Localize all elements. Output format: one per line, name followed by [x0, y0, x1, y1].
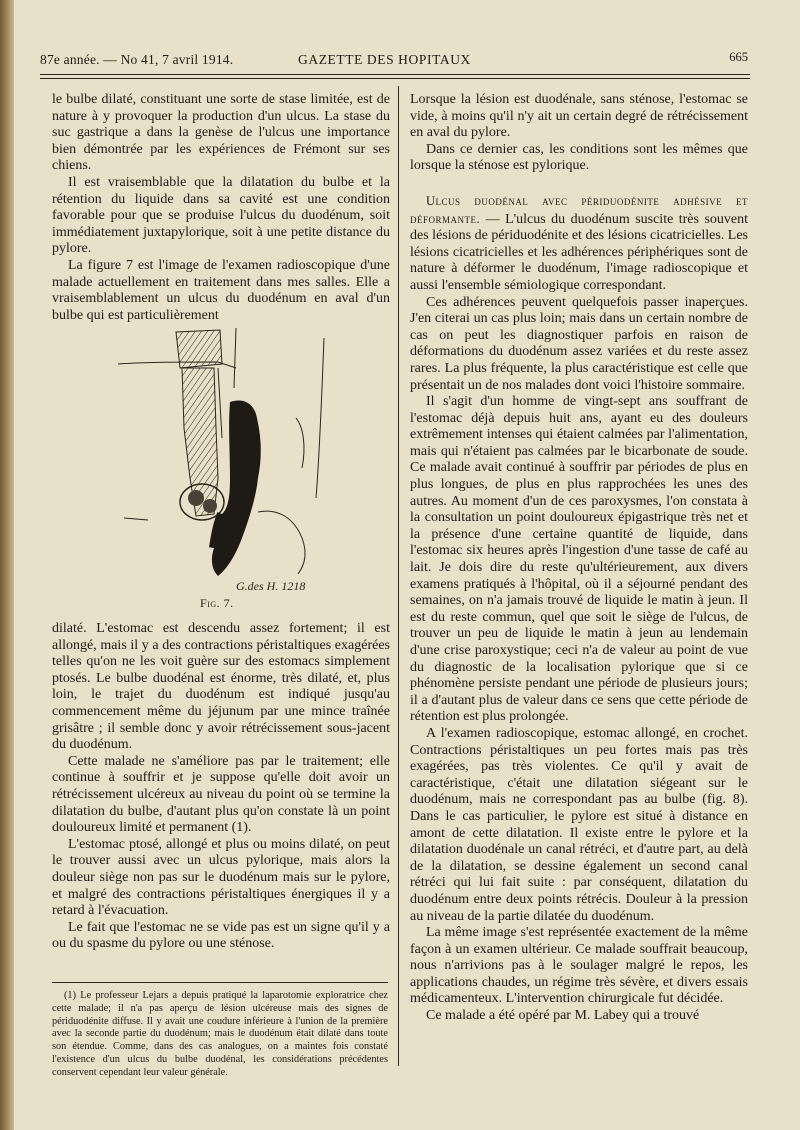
page-number: 665 [729, 50, 748, 64]
footnote-rule [52, 982, 388, 983]
paragraph: La même image s'est représentée exactement de la même façon à un examen ultérieur. Ce malade souffrait beaucoup, nous n'arrivions pas à le soulager malgré le repos, les applications chaudes, un régime très sévère, et divers essais médicamenteux. L'intervention chirurgicale fut décidée. [410, 925, 748, 1007]
paragraph: le bulbe dilaté, constituant une sorte de stase limitée, est de nature à y provoquer la production d'un ulcus. La stase du suc gastrique a dans la genèse de l'ulcus une importance bien démontrée par les expériences de Frémont sur ses chiens. [52, 92, 390, 174]
paragraph: Le fait que l'estomac ne se vide pas est un signe qu'il y a ou du spasme du pylore ou une sténose. [52, 919, 390, 952]
paragraph: dilaté. L'estomac est descendu assez fortement; il est allongé, mais il y a des contractions péristaltiques exagérées telles qu'on ne les voit guère sur des estomacs simplement ptosés. Le bulbe duodénal est énorme, très dilaté, et, plus loin, le trajet du duodénum est indiqué jusqu'au commencement même du jéjunum par une mince traînée grisâtre ; il semble donc y avoir rétrécissement sous-jacent du duodénum. [52, 621, 390, 753]
issue-info: 87e année. — No 41, 7 avril 1914. [40, 52, 234, 67]
footnote-text: (1) Le professeur Lejars a depuis pratiqué la laparotomie exploratrice chez cette malade; il n'a pas aperçu de lésion ulcéreuse mais des signes de périduodénite diffuse. Il y avait une coudure inférieure à l'union de la première avec la seconde partie du duodénum; mais le duodénum était dilaté dans toute son étendue. Comme, dans des cas analogues, on a maintes fois constaté l'existence d'un ulcus du bulbe duodénal, les considérations précédentes conservent cependant leur valeur générale. [52, 990, 388, 1078]
figure-caption: Fig. 7. [200, 596, 234, 610]
section-paragraph [410, 193, 748, 295]
paragraph: Ces adhérences peuvent quelquefois passer inaperçues. J'en citerai un cas plus loin; mais dans un certain nombre de cas on peut les diagnostiquer parfois en raison de déformations du duodénum assez variées et du reste assez rares. La plus fréquente, la plus caractéristique est celle que présentait un de nos malades dont voici l'histoire sommaire. [410, 294, 748, 393]
left-column-top [52, 92, 390, 324]
paragraph: Lorsque la lésion est duodénale, sans sténose, l'estomac se vide, à moins qu'il n'y ait un certain degré de rétrécissement en aval du pylore. [410, 92, 748, 141]
paragraph: Ce malade a été opéré par M. Labey qui a trouvé [426, 1008, 700, 1024]
paragraph: A l'examen radioscopique, estomac allongé, en crochet. Contractions péristaltiques un peu fortes mais pas très exagérées, pas très violentes. Ce qu'il y avait de caractéristique, c'était une dilatation siégeant sur le duodénum, mais ne correspondant pas au bulbe (fig. 8). Dans le cas particulier, le pylore est situé à distance en amont de cette dilatation. Il existe entre le pylore et la dilatation duodénale un canal rétréci, et d'autre part, au delà de la dilatation, se dessine également un second canal rétréci qui lui fait suite : par conséquent, dilatation du duodénum entre deux points rétrécis. Douleur à la pression au niveau de la partie dilatée du duodénum. [410, 725, 748, 924]
paragraph: Cette malade ne s'améliore pas par le traitement; elle continue à souffrir et je suppose qu'elle doit avoir un rétrécissement ulcéreux au niveau du point où se termine la dilatation du bulbe, d'autant plus qu'on constate là un point douloureux limité et permanent (1). [52, 753, 390, 836]
section-body: — L'ulcus du duodénum suscite très souvent des lésions de périduodénite et des lésions cicatricielles. Les lésions cicatricielles et les adhérences périphériques sont de nature à déformer le duodénum, l'image radioscopique et aussi l'ensemble sémiologique correspondant. [410, 211, 748, 293]
paragraph: Il est vraisemblable que la dilatation du bulbe et la rétention du liquide dans sa cavité est une condition favorable pour que se produise l'ulcus du duodénum, soit immédiatement juxtapylorique, soit à une petite distance du pylore. [52, 174, 390, 257]
paragraph: Il s'agit d'un homme de vingt-sept ans souffrant de l'estomac déjà depuis huit ans, ayant eu des douleurs extrêmement intenses qui étaient calmées par l'alimentation, mais qui n'étaient pas calmées par le bicarbonate de soude. Ce malade avait continué à souffrir par périodes de plus en plus longues, de plus en plus rapprochées les unes des autres. Au moment d'un de ces paroxysmes, l'on constata à la consultation un point douloureux épigastrique très net et la présence d'une certaine quantité de liquide, dans l'estomac six heures après l'ingestion d'une tasse de café au lait. Je dois dire du reste qu'ultérieurement, aux divers examens pratiqués à l'hôpital, où il a séjourné pendant des semaines, on n'a jamais trouvé de liquide le matin à jeun. Il est du reste commun, quel que soit le siège de l'ulcus, de trouver un peu de liquide le matin à jeun au lendemain d'une crise paroxystique; ceci n'a de valeur au point de vue du diagnostic de la localisation pylorique que si ce phénomène persiste pendant une période de plusieurs jours; il a d'autant plus de valeur dans ce sens que cette période de rétention est plus prolongée. [410, 394, 748, 725]
left-column-bottom [52, 621, 390, 953]
paragraph: La figure 7 est l'image de l'examen radioscopique d'une malade actuellement en traitement dans mes salles. Elle a vraisemblablement un ulcus du duodénum en aval d'un bulbe qui est particulièrement [52, 257, 390, 323]
right-column [410, 92, 748, 1025]
book-spine-edge [0, 0, 14, 1130]
running-header [40, 52, 752, 70]
radiograph-figure [118, 328, 338, 596]
header-rule-thin [40, 78, 750, 79]
header-rule-thick [40, 74, 750, 75]
figure-signature: G.des H. 1218 [236, 579, 306, 593]
column-divider [398, 86, 399, 1066]
section-heading: Ulcus duodénal avec périduodénite adhésive et déformante. [410, 193, 748, 226]
journal-title: GAZETTE DES HOPITAUX [298, 52, 471, 67]
radiograph-drawing [118, 328, 338, 596]
paragraph: Dans ce dernier cas, les conditions sont les mêmes que lorsque la sténose est pylorique. [410, 141, 748, 174]
footnote [52, 990, 388, 1080]
paragraph: L'estomac ptosé, allongé et plus ou moins dilaté, on peut le trouver aussi avec un ulcus pylorique, mais alors la douleur siège non pas sur le duodénum mais sur le pylore, et malgré des contractions péristaltiques énergiques il y a retard à l'évacuation. [52, 836, 390, 919]
